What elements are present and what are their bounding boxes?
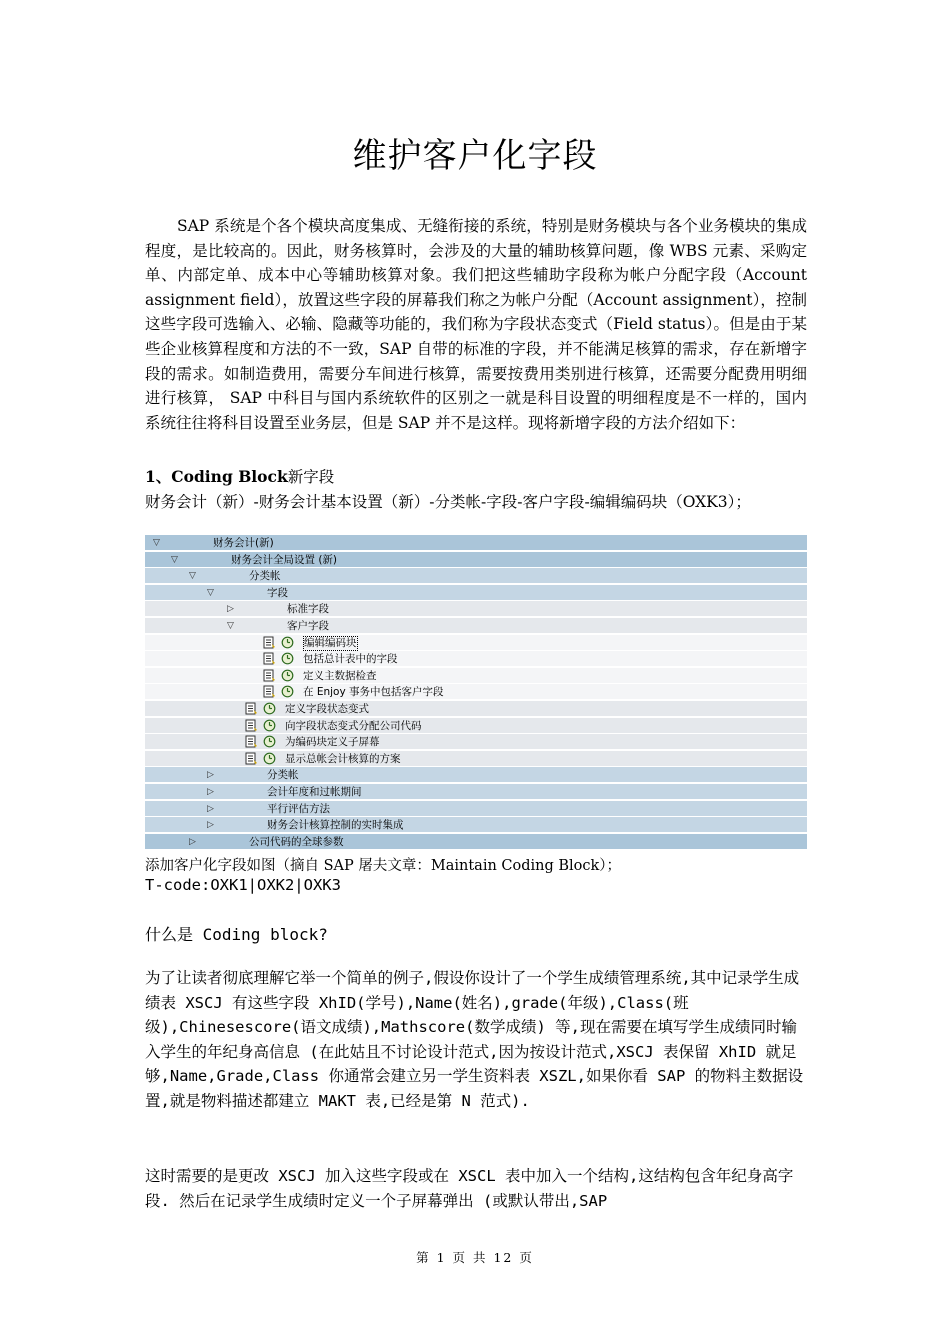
example-paragraph: 为了让读者彻底理解它举一个简单的例子,假设你设计了一个学生成绩管理系统,其中记录学生成绩表 XSCJ 有这些字段 XhID(学号),Name(姓名),grade(年级),Class(班级),Chinesescore(语文成绩),Mathscore(数学成绩) 等,现在需要在填写学生成绩同时输入学生的年纪身高信息 (在此姑且不讨论设计范式,因为按设计范式,XSCJ 表保留 XhID 就足够,Name,Grade,Class 你通常会建立另一学生资料表 XSZL,如果你看 SAP 的物料主数据设置,就是物料描述都建立 MAKT 表,已经是第 N 范式). — [145, 969, 804, 1110]
tree-node[interactable] — [145, 535, 807, 551]
tree-node[interactable] — [145, 585, 807, 601]
execute-clock-icon[interactable] — [281, 652, 294, 665]
tree-node[interactable] — [145, 734, 807, 750]
tree-node[interactable] — [145, 618, 807, 634]
tree-node[interactable] — [145, 668, 807, 684]
section-heading — [145, 465, 334, 487]
documentation-icon[interactable] — [263, 636, 276, 649]
tree-node-label: 客户字段 — [287, 620, 329, 632]
tree-node[interactable] — [145, 834, 807, 850]
tree-node-label: 向字段状态变式分配公司代码 — [285, 719, 422, 732]
tree-node[interactable] — [145, 751, 807, 767]
tree-node-label: 财务会计(新) — [213, 537, 274, 549]
tree-node-label: 显示总帐会计核算的方案 — [285, 752, 401, 765]
tree-node[interactable] — [145, 635, 807, 651]
expanded-arrow-icon[interactable]: ▽ — [153, 538, 160, 548]
tree-node-label: 会计年度和过帐期间 — [267, 786, 362, 798]
documentation-icon[interactable] — [263, 652, 276, 665]
execute-clock-icon[interactable] — [263, 719, 276, 732]
execute-clock-icon[interactable] — [263, 702, 276, 715]
tree-node[interactable] — [145, 784, 807, 800]
collapsed-arrow-icon[interactable]: ▷ — [227, 604, 234, 615]
tree-node-label: 公司代码的全球参数 — [249, 835, 344, 848]
collapsed-arrow-icon[interactable]: ▷ — [189, 836, 196, 847]
tree-node[interactable] — [145, 552, 807, 568]
collapsed-arrow-icon[interactable]: ▷ — [207, 803, 214, 814]
expanded-arrow-icon[interactable]: ▽ — [171, 554, 178, 565]
documentation-icon[interactable] — [245, 719, 258, 732]
tree-node-label: 财务会计全局设置 (新) — [231, 553, 338, 566]
tree-node-label: 编辑编码块 — [304, 636, 357, 649]
tree-node[interactable] — [145, 651, 807, 667]
section-number: 1、Coding Block — [145, 467, 288, 486]
continuation-paragraph: 这时需要的是更改 XSCJ 加入这些字段或在 XSCL 表中加入一个结构,这结构包含年纪身高字段. 然后在记录学生成绩时定义一个子屏幕弹出 (或默认带出,SAP — [145, 1167, 794, 1210]
figure-caption: 添加客户化字段如图（摘自 SAP 屠夫文章：Maintain Coding Block）； — [145, 858, 622, 874]
tree-node[interactable] — [145, 718, 807, 734]
expanded-arrow-icon[interactable]: ▽ — [227, 621, 234, 631]
intro-paragraph: SAP 系统是个各个模块高度集成、无缝衔接的系统，特别是财务模块与各个业务模块的集成程度，是比较高的。因此，财务核算时，会涉及的大量的辅助核算问题，像 WBS 元素、采购定单、内部定单、成本中心等辅助核算对象。我们把这些辅助字段称为帐户分配字段（Account assignment field），放置这些字段的屏幕我们称之为帐户分配（Account assignment），控制这些字段可选输入、必输、隐藏等功能的，我们称为字段状态变式（Field status）。但是由于某些企业核算程度和方法的不一致，SAP 自带的标准的字段，并不能满足核算的需求，存在新增字段的需求。如制造费用，需要分车间进行核算，需要按费用类别进行核算，还需要分配费用明细进行核算， SAP 中科目与国内系统软件的区别之一就是科目设置的明细程度是不一样的，国内系统往往将科目设置至业务层，但是 SAP 并不是这样。现将新增字段的方法介绍如下： — [145, 217, 807, 432]
collapsed-arrow-icon[interactable]: ▷ — [207, 770, 214, 781]
tree-node[interactable] — [145, 684, 807, 700]
execute-clock-icon[interactable] — [281, 685, 294, 698]
tree-node[interactable] — [145, 601, 807, 617]
execute-clock-icon[interactable] — [263, 735, 276, 748]
tree-node-label: 定义字段状态变式 — [285, 703, 369, 715]
execute-clock-icon[interactable] — [263, 752, 276, 765]
collapsed-arrow-icon[interactable]: ▷ — [207, 787, 214, 797]
tree-node[interactable] — [145, 817, 807, 833]
collapsed-arrow-icon[interactable]: ▷ — [207, 820, 214, 831]
tree-node-label: 分类帐 — [249, 570, 281, 583]
execute-clock-icon[interactable] — [281, 636, 294, 649]
tree-node-label: 为编码块定义子屏幕 — [285, 736, 380, 749]
tree-node-label: 平行评估方法 — [267, 802, 330, 815]
tree-node-label: 包括总计表中的字段 — [303, 653, 398, 666]
documentation-icon[interactable] — [263, 685, 276, 698]
menu-path: 财务会计（新）-财务会计基本设置（新）-分类帐-字段-客户字段-编辑编码块（OXK3）； — [145, 493, 751, 511]
documentation-icon[interactable] — [263, 669, 276, 682]
tree-node-label: 在 Enjoy 事务中包括客户字段 — [303, 686, 444, 699]
tree-node-label: 财务会计核算控制的实时集成 — [267, 819, 404, 832]
execute-clock-icon[interactable] — [281, 669, 294, 682]
page-footer: 第 1 页 共 12 页 — [416, 1250, 534, 1265]
tree-node-label: 分类帐 — [267, 769, 299, 782]
question-heading: 什么是 Coding block? — [145, 925, 328, 944]
documentation-icon[interactable] — [245, 702, 258, 715]
document-title: 维护客户化字段 — [352, 136, 598, 176]
tree-node[interactable] — [145, 701, 807, 717]
expanded-arrow-icon[interactable]: ▽ — [189, 571, 196, 582]
expanded-arrow-icon[interactable]: ▽ — [207, 587, 214, 598]
tree-node[interactable] — [145, 767, 807, 783]
tree-node[interactable] — [145, 568, 807, 584]
section-label: 新字段 — [287, 468, 335, 486]
tree-node[interactable] — [145, 801, 807, 817]
tree-node-label: 定义主数据检查 — [303, 669, 377, 682]
tree-node-label: 标准字段 — [287, 603, 329, 616]
tcode-line: T-code:OXK1|OXK2|OXK3 — [145, 876, 341, 894]
documentation-icon[interactable] — [245, 735, 258, 748]
sap-img-tree — [145, 535, 807, 851]
documentation-icon[interactable] — [245, 752, 258, 765]
tree-node-label: 字段 — [267, 586, 288, 599]
